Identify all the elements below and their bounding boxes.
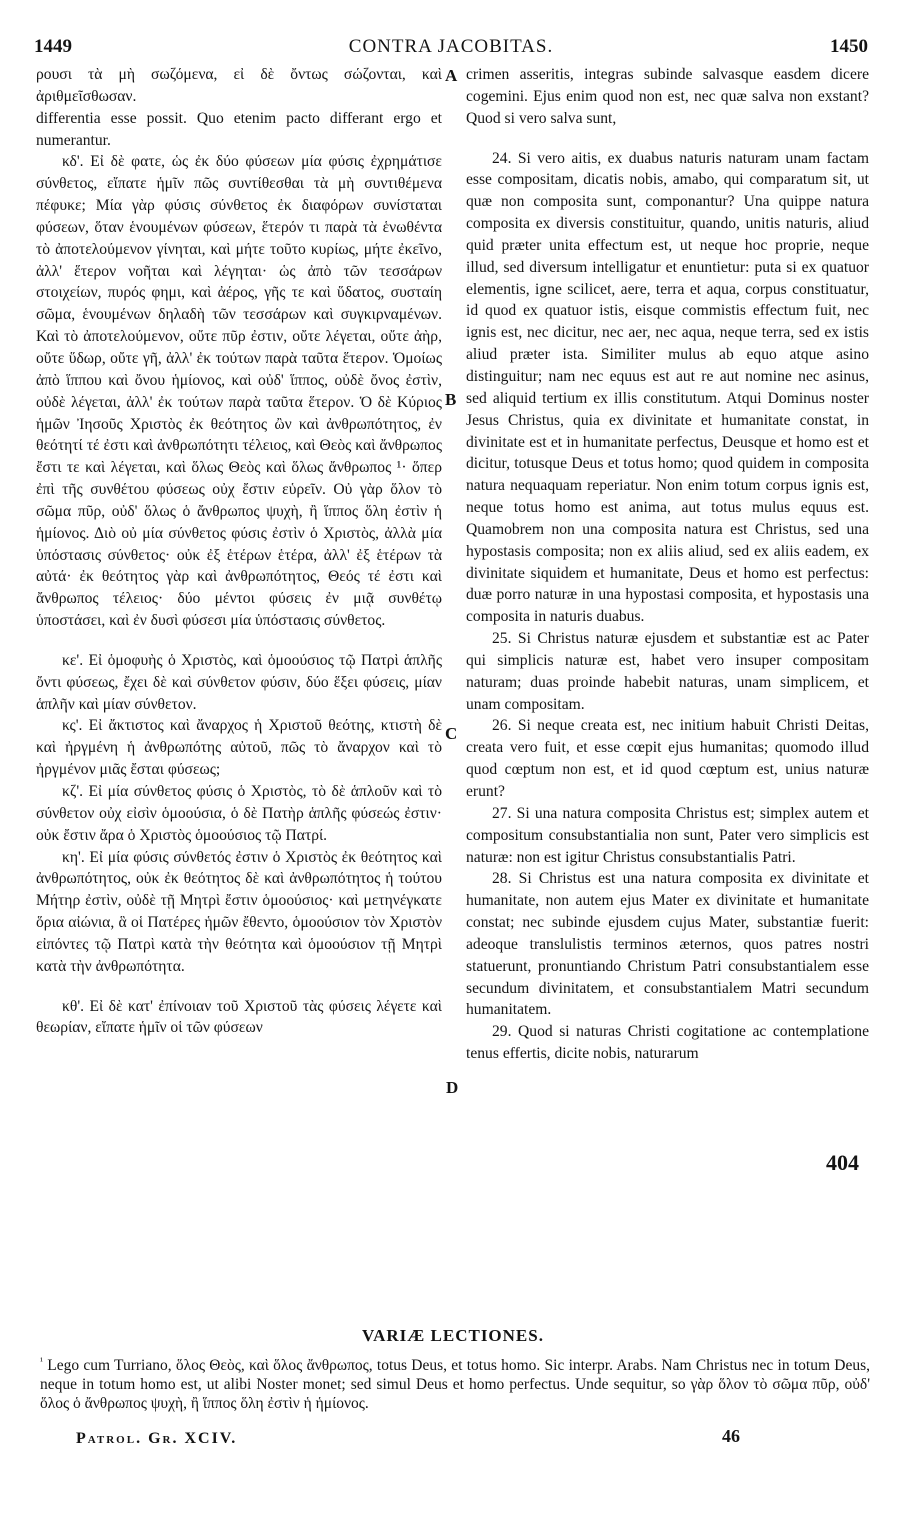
page-number-left: 1449: [34, 36, 72, 57]
running-title: CONTRA JACOBITAS.: [348, 36, 554, 57]
variae-lectiones-text: Lego cum Turriano, ὅλος Θεὸς, καὶ ὅλος ἄνθρωπος, totus Deus, et totus homo. Sic interpr. Arabs. Nam Christus nec in totum Deus, neque in totum homo est, ut alibi Noster monet; sed simul Deus et homo perfectus. Unde sequitur, so γὰρ ὅλον τὸ σῶμα πῦρ, οὐδ' ὅλος ὁ ἄνθρωπος ψυχὴ, ἢ ἵππος ὅλη ἐστὶν ἡ ἡμίονος.: [40, 1357, 871, 1413]
latin-paragraph-24: 24. Si vero aitis, ex duabus naturis naturam unam factam esse compositam, dicatis nobis, amabo, qui comparatum sit, ut quæ non composita sunt, componantur? Una quippe natura composita ex diversis constituitur, quando, unitis naturis, aliud quid præter unita effectum est, ut neque hoc proprie, neque illud, sed diversum intelligatur et enuntietur: puta si ex quatuor elementis, igne scilicet, aere, terra et aqua, corpus constituatur, id quod ex quatuor istis, eisque commistis effectum fuit, nec ignis est, nec dicitur, nec aer, nec aqua, neque terra, sed ex istis aliud præter ista. Similiter mulus ab equo atque asino distinguitur; nam nec equus est aut re aut nomine nec asinus, sed aliquid tertium ex illis constitutum. Atqui Dominus noster Jesus Christus, quia ex divinitate et humanitate constat, in divinitate est et in humanitate perfectus, Deusque et homo est et dicitur, totusque Deus et totus homo; quod quidem in composita natura nequaquam reperiatur. Non enim totum corpus ignis est, neque totus homo est anima, aut totus mulus equus est. Quamobrem non una composita natura est Christus, sed una hypostasis composita; non ex aliis aliud, sed ex aliis eadem, ex divinitate siquidem et humanitate, Deus et homo est perfectus: duæ porro naturæ in una hypostasi composita, et hypostasis una composita in naturis duabus.: [466, 149, 869, 626]
greek-paragraph-28: κη'. Εἰ μία φύσις σύνθετός ἐστιν ὁ Χριστὸς ἐκ θεότητος καὶ ἀνθρωπότητος, οὐκ ἐκ θεότητος δὲ καὶ ἀνθρωπότητος ἡ τούτου Μήτηρ ἐστὶν, οὐδὲ τῇ Μητρὶ ἔστιν ὁμοούσιος· καὶ μετηνέγκατε ὅρια αἰώνια, ἃ οἱ Πατέρες ἡμῶν ἔθεντο, ὁμοούσιον τὸν Χριστὸν εἰπόντες τῷ Πατρὶ κατὰ τὴν θεότητα καὶ ὁμοούσιον τῇ Μητρὶ κατὰ τὴν ἀνθρωπότητα.: [36, 848, 442, 975]
greek-paragraph-26: κς'. Εἰ ἄκτιστος καὶ ἄναρχος ἡ Χριστοῦ θεότης, κτιστὴ δὲ καὶ ἠργμένη ἡ ἀνθρωπότης αὐτοῦ, πῶς τὸ ἄναρχον καὶ τὸ ἠργμένον μιᾶς ἔσται φύσεως;: [36, 717, 442, 779]
latin-paragraph-26: 26. Si neque creata est, nec initium habuit Christi Deitas, creata vero fuit, et esse cœpit ejus humanitas; quomodo illud quod cœptum non est, et id quod cœptum est, unius naturæ erunt?: [466, 717, 869, 800]
page-header: [34, 30, 868, 60]
latin-column: [466, 64, 869, 1065]
latin-paragraph-25: 25. Si Christus naturæ ejusdem et substantiæ est ac Pater qui simplicis naturæ est, habet vero insuper compositam naturam; duas proinde habebit naturas, unam simplicem, et unam compositam.: [466, 630, 869, 713]
margin-letter-a: A: [445, 66, 458, 85]
latin-paragraph-28: 28. Si Christus est una natura composita ex divinitate et humanitate, non autem ejus Mater ex divinitate et humanitate constat; nec subinde ejusdem cujus Mater, substantiæ fuerit: adeoque translulistis terminos æternos, quos patres nostri statuerunt, pronuntiando Christum Patri consubstantialem esse secundum divinitatem, et consubstantialem Matri secundum humanitatem.: [466, 870, 869, 1019]
footer-sheet-number: 46: [722, 1426, 740, 1446]
side-column-number: 404: [826, 1150, 859, 1175]
latin-paragraph-continued: crimen asseritis, integras subinde salvasque easdem dicere cogemini. Ejus enim quod non est, nec quæ salva non exstant? Quod si vero salva sunt,: [466, 66, 869, 127]
variae-lectiones-heading: VARIÆ LECTIONES.: [362, 1326, 544, 1345]
latin-carryover-line: differentia esse possit. Quo etenim pacto differant ergo et numerantur.: [36, 109, 442, 149]
greek-paragraph-29: κθ'. Εἰ δὲ κατ' ἐπίνοιαν τοῦ Χριστοῦ τὰς φύσεις λέγετε καὶ θεωρίαν, εἴπατε ἡμῖν οἱ τῶν φύσεων: [36, 997, 442, 1037]
footnote-mark: ¹: [40, 1356, 43, 1367]
greek-column: [36, 64, 442, 1039]
margin-letter-c: C: [445, 724, 458, 743]
margin-letter-d: D: [446, 1078, 459, 1097]
greek-paragraph-24: κδ'. Εἰ δὲ φατε, ὡς ἐκ δύο φύσεων μία φύσις ἐχρημάτισε σύνθετος, εἴπατε ἡμῖν πῶς συντίθεσθαι τὰ μὴ συντιθέμενα πέφυκε; Μία γὰρ φύσις σύνθετος ἐκ διαφόρων συνίσταται φύσεων, ὅταν ἑνουμένων φύσεων, ἕτερόν τι παρὰ τὰ ἑνωθέντα τὸ ἀποτελούμενον γίνηται, καὶ μήτε τοῦτο κυρίως, μήτε ἐκεῖνο, ἀλλ' ἕτερον νοῆται καὶ λέγηται· ὡς ἀπὸ τῶν τεσσάρων στοιχείων, πυρός φημι, καὶ ἀέρος, γῆς τε καὶ ὕδατος, συσταίη σῶμα, ἑνουμένων δηλαδὴ τῶν τεσσάρων καὶ συγκιρναμένων. Καὶ τὸ ἀποτελούμενον, οὔτε πῦρ ἐστιν, οὔτε λέγεται, οὔτε ἀὴρ, οὔτε ὕδωρ, οὔτε γῆ, ἀλλ' ἐκ τούτων παρὰ ταῦτα ἕτερον. Ὁμοίως ἀπὸ ἵππου καὶ ὄνου ἡμίονος, καὶ οὐδ' ἵππος, οὐδὲ ὄνος ἐστὶν, οὐδὲ λέγεται, ἀλλ' ἐκ τούτων παρὰ ταῦτα ἕτερον. Ὁ δὲ Κύριος ἡμῶν Ἰησοῦς Χριστὸς ἐκ θεότητος ὢν καὶ ἀνθρωπότητος, ἐν θεότητί τέ ἐστι καὶ ἀνθρωπότητι τέλειος, καὶ Θεὸς καὶ ἄνθρωπος ἔστι τε καὶ λέγεται, καὶ ὅλως Θεὸς καὶ ὅλως ἄνθρωπος ¹· ὅπερ ἐπὶ τῆς συνθέτου φύσεως οὐχ ἔστιν εὑρεῖν. Οὐ γὰρ ὅλον τὸ σῶμα πῦρ, οὐδ' ὅλως ὁ ἄνθρωπος ψυχὴ, ἢ ἵππος ὅλη ἐστὶν ἡ ἡμίονος. Διὸ οὐ μία σύνθετος φύσις ἐστὶν ὁ Χριστὸς, ἀλλὰ μία ὑπόστασις σύνθετος· οὐκ ἐξ ἑτέρων ἑτέρα, ἀλλ' ἐξ ἑτέρων τὰ αὐτά· ἐκ θεότητος γὰρ καὶ ἀνθρωπότητος, Θεός τέ ἐστι καὶ ἄνθρωπος τέλειος· δύο μέντοι φύσεις ἐν μιᾷ συνθέτῳ ὑποστάσει, καὶ ἐν δυσὶ φύσεσι μία ὑπόστασις σύνθετος.: [36, 153, 442, 630]
margin-letter-b: B: [445, 390, 457, 409]
latin-paragraph-29: 29. Quod si naturas Christi cogitatione ac contemplatione tenus effertis, dicite nobis, naturarum: [466, 1023, 869, 1063]
page-number-right: 1450: [830, 36, 868, 57]
variae-lectiones-note: [40, 1352, 870, 1413]
greek-paragraph-continued: ρουσι τὰ μὴ σωζόμενα, εἰ δὲ ὄντως σώζονται, καὶ ἀριθμεῖσθωσαν.: [36, 66, 442, 105]
footer-signature: Patrol. Gr. XCIV.: [76, 1430, 238, 1447]
greek-paragraph-25: κε'. Εἰ ὁμοφυὴς ὁ Χριστὸς, καὶ ὁμοούσιος τῷ Πατρὶ ἁπλῆς ὄντι φύσεως, ἔχει δὲ καὶ σύνθετον φύσιν, δύο ἕξει φύσεις, μίαν ἁπλῆν καὶ μίαν σύνθετον.: [36, 651, 442, 713]
greek-paragraph-27: κζ'. Εἰ μία σύνθετος φύσις ὁ Χριστὸς, τὸ δὲ ἁπλοῦν καὶ τὸ σύνθετον οὐχ εἰσὶν ὁμοούσια, ὁ δὲ Πατὴρ ἁπλῆς φύσεώς ἐστιν· οὐκ ἔστιν ἄρα ὁ Χριστὸς ὁμοούσιος τῷ Πατρί.: [36, 783, 442, 844]
latin-paragraph-27: 27. Si una natura composita Christus est; simplex autem et compositum consubstantialia non sunt, Pater vero simplicis est naturæ: non est igitur Christus consubstantialis Patri.: [466, 804, 869, 866]
